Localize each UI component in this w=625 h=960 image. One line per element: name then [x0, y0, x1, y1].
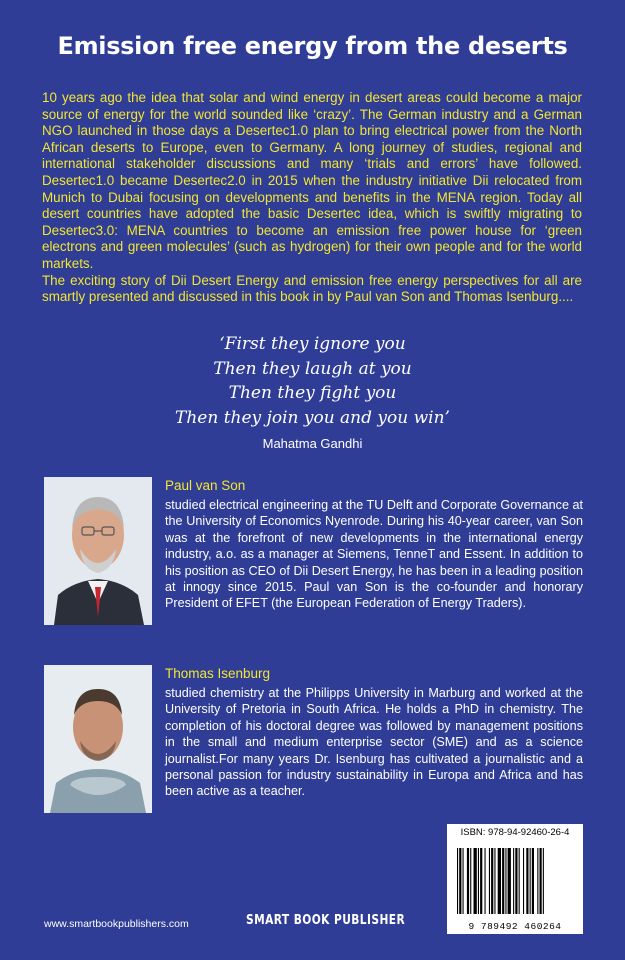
book-title: Emission free energy from the deserts: [57, 32, 568, 60]
barcode: [447, 842, 583, 934]
gandhi-quote: [0, 332, 625, 430]
author-photo-paul-van-son: [44, 477, 152, 625]
quote-line: Then they laugh at you: [213, 358, 412, 379]
publisher-website: www.smartbookpublishers.com: [44, 918, 189, 930]
author-bio-thomas-isenburg: studied chemistry at the Philipps University in Marburg and worked at the University of Pretoria in South Africa. He holds a PhD in chemistry. The completion of his doctoral degree was followed by management positions in the small and medium enterprise sector (SME) and as a science journalist.For many years Dr. Isenburg has cultivated a journalistic and a personal passion for industry sustainability in Europa and Africa and has been active as a teacher.: [165, 686, 583, 799]
intro-paragraph-2: The exciting story of Dii Desert Energy and emission free energy perspectives for all are smartly presented and discussed in this book in by Paul van Son and Thomas Isenburg....: [42, 272, 582, 305]
author-photo-thomas-isenburg: [44, 665, 152, 813]
publisher-logo: SMART BOOK PUBLISHER: [246, 913, 406, 928]
author-name-thomas-isenburg: Thomas Isenburg: [165, 666, 271, 681]
intro-text: [42, 90, 582, 306]
barcode-digits: 9 789492 460264: [468, 921, 562, 932]
quote-line: Then they fight you: [228, 383, 397, 403]
author-name-paul-van-son: Paul van Son: [165, 478, 246, 493]
quote-line: Then they join you and you win’: [175, 407, 450, 428]
quote-line: ‘First they ignore you: [219, 334, 406, 354]
author-bio-paul-van-son: studied electrical engineering at the TU Delft and Corporate Governance at the University of Economics Nyenrode. During his 40-year career, van Son was at the forefront of new developments in the international energy industry, a.o. as a manager at Siemens, TenneT and Essent. In addition to his position as CEO of Dii Desert Energy, he has been in a leading position at innogy since 2015. Paul van Son is the co-founder and honorary President of EFET (the European Federation of Energy Traders).: [165, 498, 583, 611]
isbn-label: ISBN: 978-94-92460-26-4: [447, 824, 583, 842]
intro-paragraph-1: 10 years ago the idea that solar and wind energy in desert areas could become a major source of energy for the world sounded like ‘crazy’. The German industry and a German NGO launched in those days a Desertec1.0 plan to bring electrical power from the North African deserts to Europe, even to Germany. A long journey of studies, regional and international stakeholder discussions and many ‘trials and errors’ have followed. Desertec1.0 became Desertec2.0 in 2015 when the industry initiative Dii relocated from Munich to Dubai focusing on developments and benefits in the MENA region. Today all desert countries have adopted the basic Desertec idea, which is swiftly migrating to Desertec3.0: MENA countries to become an emission free power house for ‘green electrons and green molecules’ (such as hydrogen) for their own people and for the world markets.: [42, 90, 582, 271]
quote-author: Mahatma Gandhi: [262, 436, 363, 451]
